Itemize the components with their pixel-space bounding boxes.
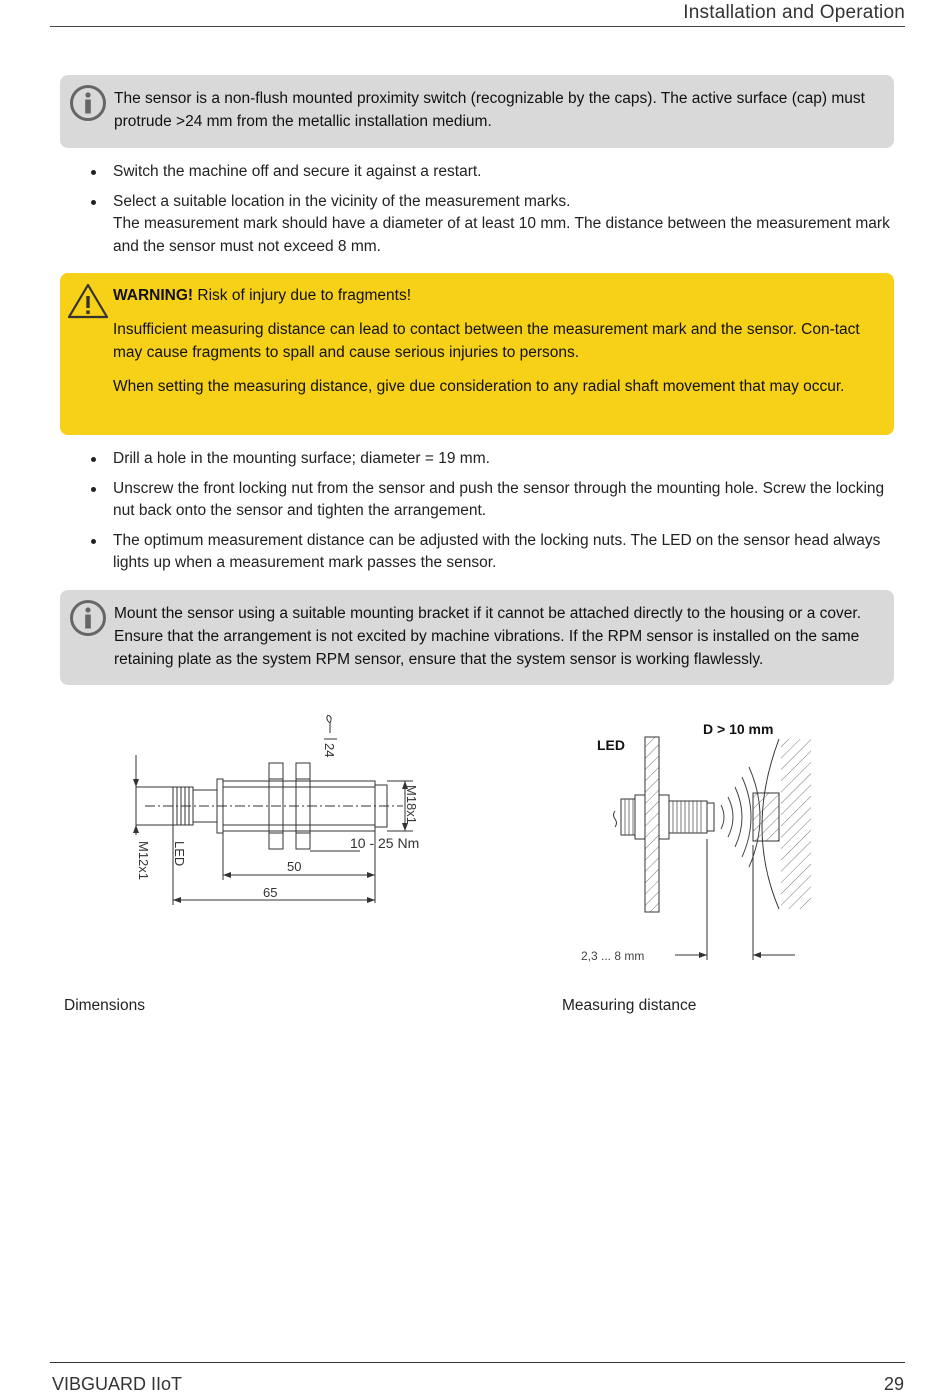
header-rule	[50, 26, 905, 27]
list-item	[88, 448, 898, 471]
wrench-size-label: 24	[322, 743, 337, 758]
thread-main-label: M18x1	[404, 785, 419, 825]
torque-label: 10 - 25 Nm	[350, 835, 420, 851]
step-text: Unscrew the front locking nut from the sensor and push the sensor through the mounting hole. Screw the locking nut back onto the sensor and tighten the arrangement.	[113, 479, 885, 519]
led-label: LED	[597, 737, 625, 753]
figure-caption: Dimensions	[64, 997, 145, 1014]
step-list	[88, 161, 898, 265]
thread-connector-label: M12x1	[136, 841, 151, 881]
led-label: LED	[172, 841, 187, 867]
info-icon	[69, 599, 107, 637]
mark-diameter-label: D > 10 mm	[703, 721, 774, 737]
info-note-mounting	[60, 590, 894, 685]
page-number: 29	[883, 1374, 904, 1394]
step-text: Drill a hole in the mounting surface; diameter = 19 mm.	[113, 450, 490, 467]
gap-label: 2,3 ... 8 mm	[581, 949, 645, 963]
step-text: Switch the machine off and secure it against a restart.	[113, 163, 482, 180]
length-thread-label: 50	[287, 859, 302, 874]
header-title: Installation and Operation	[683, 2, 905, 23]
info-note-sensor	[60, 75, 894, 148]
footer-product: VIBGUARD IIoT	[52, 1374, 183, 1394]
step-text: The optimum measurement distance can be adjusted with the locking nuts. The LED on the sensor head always lights up when a measurement mark passes the sensor.	[113, 531, 881, 571]
warning-label: WARNING!	[113, 287, 194, 304]
warning-paragraph: When setting the measuring distance, give due consideration to any radial shaft movement that may occur.	[113, 378, 845, 395]
note-text: The sensor is a non-flush mounted proximity switch (recognizable by the caps). The active surface (cap) must protrude >24 mm from the metallic installation medium.	[114, 90, 865, 130]
length-total-label: 65	[263, 885, 278, 900]
footer-rule	[50, 1362, 905, 1363]
dimensions-drawing	[125, 715, 455, 910]
list-item	[88, 530, 898, 575]
list-item	[88, 191, 898, 259]
warning-box	[60, 273, 894, 435]
step-detail: The measurement mark should have a diameter of at least 10 mm. The distance between the measurement mark and the sensor must not exceed 8 mm.	[113, 215, 890, 255]
warning-triangle-icon	[67, 283, 109, 319]
list-item	[88, 161, 898, 184]
measuring-distance-drawing	[575, 715, 815, 970]
note-text: Mount the sensor using a suitable mounting bracket if it cannot be attached directly to the housing or a cover. Ensure that the arrangement is not excited by machine vibrations. If the RPM sensor is installed on the same retaining plate as the system RPM sensor, ensure that the system sensor is working flawlessly.	[114, 605, 862, 668]
list-item	[88, 478, 898, 523]
step-text: Select a suitable location in the vicinity of the measurement marks.	[113, 192, 571, 210]
figure-caption: Measuring distance	[562, 997, 697, 1014]
info-icon	[69, 84, 107, 122]
step-list	[88, 448, 898, 582]
warning-title: Risk of injury due to fragments!	[197, 287, 412, 304]
warning-paragraph: Insufficient measuring distance can lead to contact between the measurement mark and the sensor. Con-tact may cause fragments to spall and cause serious injuries to persons.	[113, 321, 860, 361]
